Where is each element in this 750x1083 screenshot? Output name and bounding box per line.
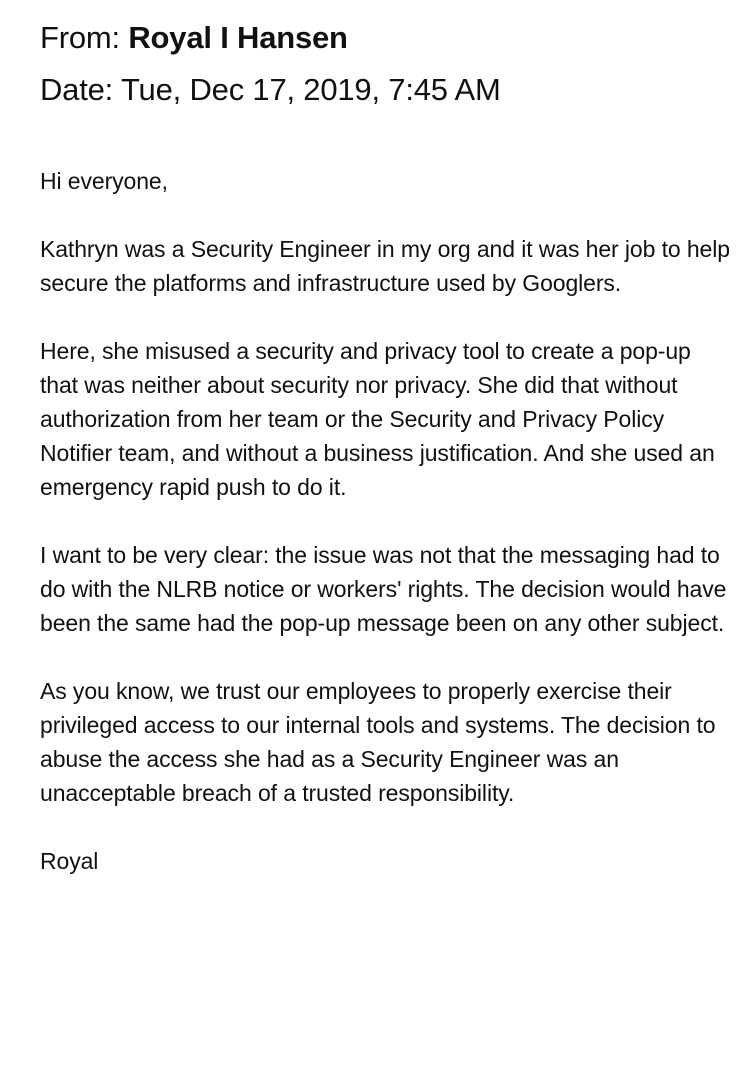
date-line	[40, 70, 730, 110]
email-body	[40, 164, 730, 878]
body-paragraph: Kathryn was a Security Engineer in my org and it was her job to help secure the platforms and infrastructure used by Googlers.	[40, 236, 730, 296]
date-value: Tue, Dec 17, 2019, 7:45 AM	[120, 72, 501, 107]
signature: Royal	[40, 848, 99, 874]
sender-name: Royal I Hansen	[128, 20, 348, 55]
date-label: Date:	[40, 72, 114, 107]
greeting: Hi everyone,	[40, 168, 168, 194]
body-paragraph: As you know, we trust our employees to properly exercise their privileged access to our internal tools and systems. The decision to abuse the access she had as a Security Engineer was an unacceptable breach of a trusted responsibility.	[40, 678, 716, 806]
from-line	[40, 18, 730, 58]
from-label: From:	[40, 20, 120, 55]
email-message	[40, 18, 730, 878]
body-paragraph: Here, she misused a security and privacy tool to create a pop-up that was neither about security nor privacy. She did that without authorization from her team or the Security and Privacy Policy Notifier team, and without a business justification. And she used an emergency rapid push to do it.	[40, 338, 715, 500]
body-paragraph: I want to be very clear: the issue was not that the messaging had to do with the NLRB notice or workers' rights. The decision would have been the same had the pop-up message been on any other subject.	[40, 542, 727, 636]
